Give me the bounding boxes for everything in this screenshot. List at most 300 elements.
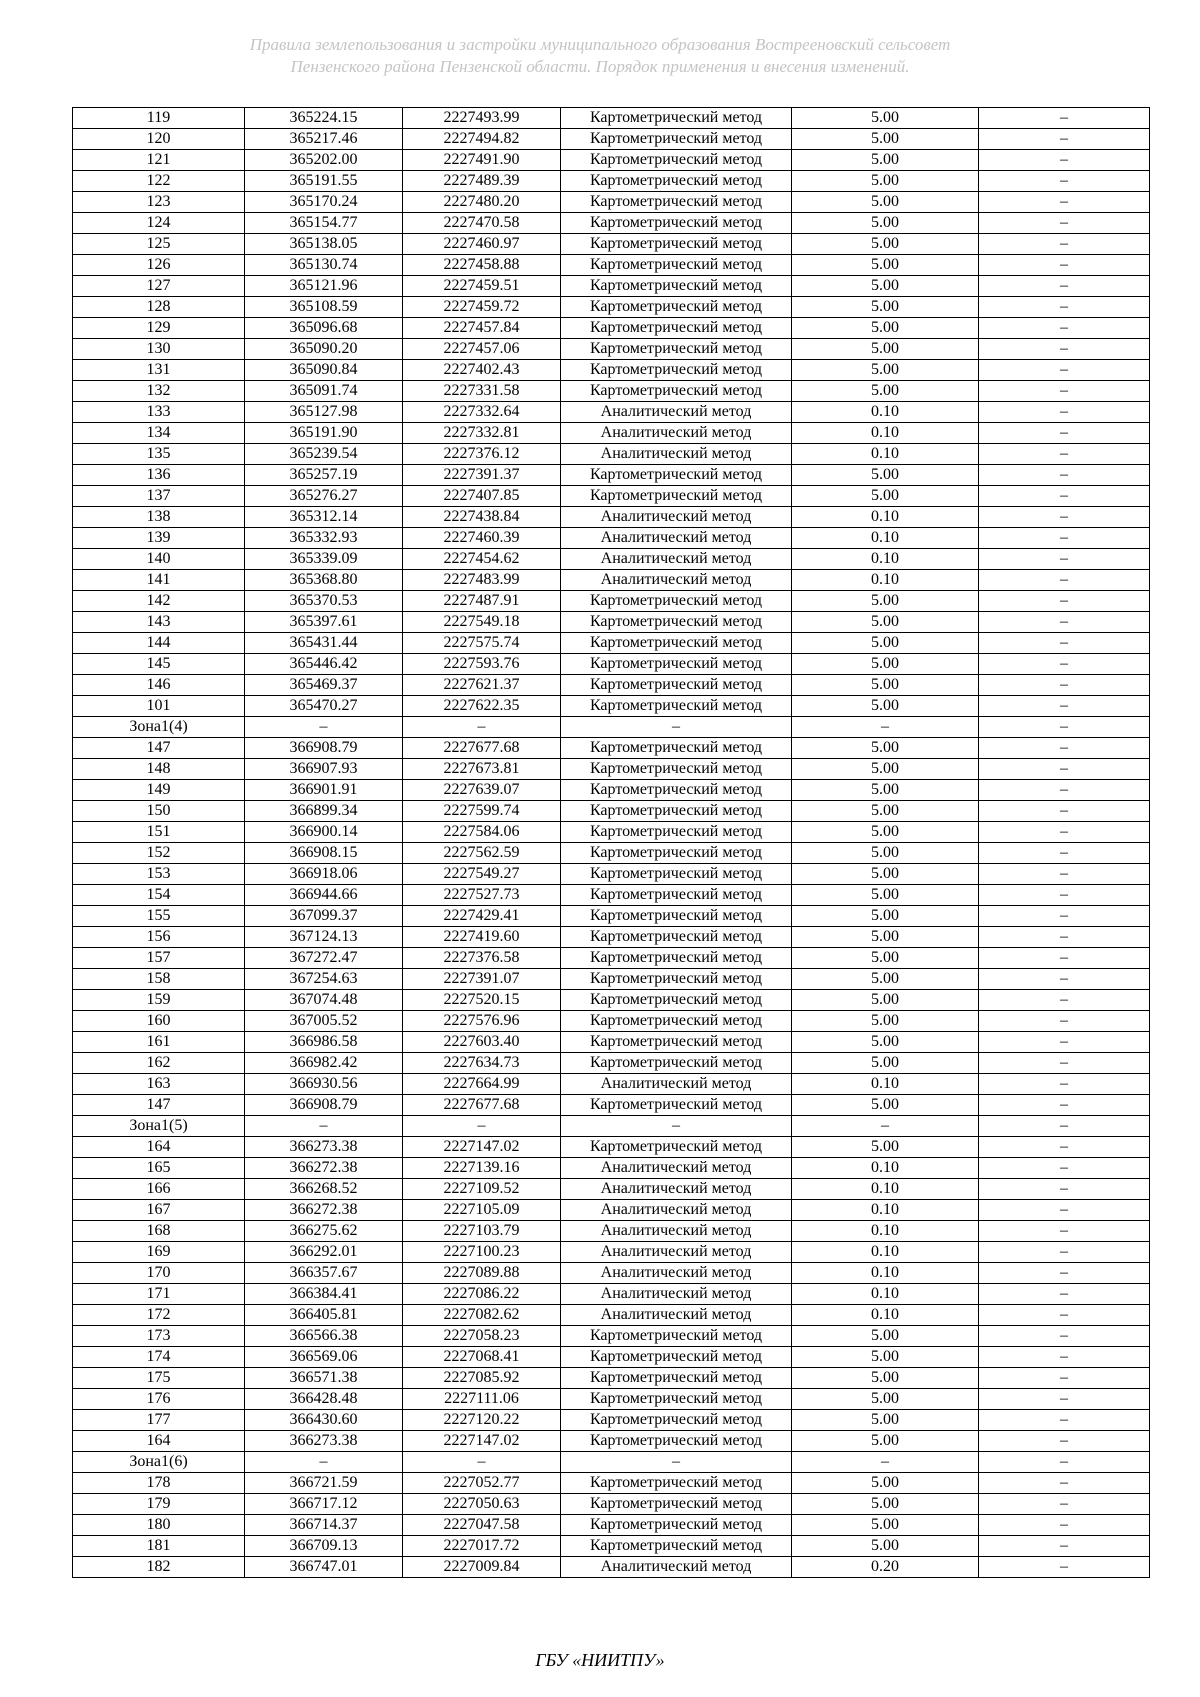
table-row <box>73 360 1150 381</box>
accuracy-cell: 5.00 <box>792 297 979 318</box>
description-cell: – <box>979 423 1150 444</box>
method-cell: Картометрический метод <box>561 1515 792 1536</box>
table-row <box>73 822 1150 843</box>
accuracy-cell: 5.00 <box>792 633 979 654</box>
point-number-cell: 147 <box>73 738 245 759</box>
method-cell: Картометрический метод <box>561 255 792 276</box>
point-number-cell: 122 <box>73 171 245 192</box>
method-cell: Картометрический метод <box>561 1410 792 1431</box>
table-row <box>73 591 1150 612</box>
y-coordinate-cell: 2227603.40 <box>403 1032 561 1053</box>
point-number-cell: 133 <box>73 402 245 423</box>
x-coordinate-cell: 366566.38 <box>245 1326 403 1347</box>
point-number-cell: 135 <box>73 444 245 465</box>
table-row <box>73 507 1150 528</box>
y-coordinate-cell: 2227147.02 <box>403 1137 561 1158</box>
x-coordinate-cell: 365239.54 <box>245 444 403 465</box>
description-cell: – <box>979 780 1150 801</box>
y-coordinate-cell: 2227058.23 <box>403 1326 561 1347</box>
description-cell: – <box>979 1137 1150 1158</box>
description-cell: – <box>979 213 1150 234</box>
y-coordinate-cell: 2227599.74 <box>403 801 561 822</box>
accuracy-cell: 5.00 <box>792 675 979 696</box>
method-cell: Картометрический метод <box>561 822 792 843</box>
y-coordinate-cell: 2227105.09 <box>403 1200 561 1221</box>
x-coordinate-cell: 365217.46 <box>245 129 403 150</box>
accuracy-cell: 0.10 <box>792 402 979 423</box>
point-number-cell: Зона1(5) <box>73 1116 245 1137</box>
y-coordinate-cell: 2227103.79 <box>403 1221 561 1242</box>
page-footer: ГБУ «НИИТПУ» <box>535 1650 665 1670</box>
point-number-cell: 168 <box>73 1221 245 1242</box>
description-cell: – <box>979 738 1150 759</box>
point-number-cell: 131 <box>73 360 245 381</box>
description-cell: – <box>979 906 1150 927</box>
point-number-cell: 120 <box>73 129 245 150</box>
table-row <box>73 402 1150 423</box>
y-coordinate-cell: 2227460.97 <box>403 234 561 255</box>
method-cell: Картометрический метод <box>561 654 792 675</box>
header-line-2: Пензенского района Пензенской области. Порядок применения и внесения изменений. <box>290 57 910 76</box>
x-coordinate-cell: 366275.62 <box>245 1221 403 1242</box>
table-row <box>73 675 1150 696</box>
x-coordinate-cell: 367272.47 <box>245 948 403 969</box>
x-coordinate-cell: 365096.68 <box>245 318 403 339</box>
table-row <box>73 1305 1150 1326</box>
x-coordinate-cell: 365127.98 <box>245 402 403 423</box>
x-coordinate-cell: 365312.14 <box>245 507 403 528</box>
x-coordinate-cell: 366292.01 <box>245 1242 403 1263</box>
method-cell: Картометрический метод <box>561 171 792 192</box>
description-cell: – <box>979 1305 1150 1326</box>
description-cell: – <box>979 108 1150 129</box>
method-cell: Картометрический метод <box>561 633 792 654</box>
description-cell: – <box>979 1284 1150 1305</box>
method-cell: Картометрический метод <box>561 1347 792 1368</box>
x-coordinate-cell: 365091.74 <box>245 381 403 402</box>
x-coordinate-cell: 365470.27 <box>245 696 403 717</box>
description-cell: – <box>979 1473 1150 1494</box>
accuracy-cell: – <box>792 1116 979 1137</box>
method-cell: Картометрический метод <box>561 591 792 612</box>
method-cell: Картометрический метод <box>561 1494 792 1515</box>
description-cell: – <box>979 822 1150 843</box>
description-cell: – <box>979 486 1150 507</box>
x-coordinate-cell: 366384.41 <box>245 1284 403 1305</box>
x-coordinate-cell: 365370.53 <box>245 591 403 612</box>
accuracy-cell: 5.00 <box>792 822 979 843</box>
y-coordinate-cell: 2227677.68 <box>403 1095 561 1116</box>
x-coordinate-cell: 366571.38 <box>245 1368 403 1389</box>
table-row <box>73 129 1150 150</box>
table-row <box>73 1179 1150 1200</box>
point-number-cell: 124 <box>73 213 245 234</box>
point-number-cell: 147 <box>73 1095 245 1116</box>
method-cell: Картометрический метод <box>561 780 792 801</box>
description-cell: – <box>979 1536 1150 1557</box>
table-row <box>73 1032 1150 1053</box>
table-row <box>73 717 1150 738</box>
point-number-cell: 145 <box>73 654 245 675</box>
accuracy-cell: 5.00 <box>792 780 979 801</box>
method-cell: Картометрический метод <box>561 696 792 717</box>
y-coordinate-cell: 2227050.63 <box>403 1494 561 1515</box>
point-number-cell: 161 <box>73 1032 245 1053</box>
accuracy-cell: 0.10 <box>792 1179 979 1200</box>
method-cell: Картометрический метод <box>561 1389 792 1410</box>
description-cell: – <box>979 885 1150 906</box>
accuracy-cell: 5.00 <box>792 1053 979 1074</box>
description-cell: – <box>979 234 1150 255</box>
method-cell: Аналитический метод <box>561 570 792 591</box>
accuracy-cell: 5.00 <box>792 381 979 402</box>
point-number-cell: 164 <box>73 1431 245 1452</box>
method-cell: Аналитический метод <box>561 1221 792 1242</box>
y-coordinate-cell: 2227068.41 <box>403 1347 561 1368</box>
method-cell: Аналитический метод <box>561 402 792 423</box>
description-cell: – <box>979 1515 1150 1536</box>
table-row <box>73 990 1150 1011</box>
method-cell: Картометрический метод <box>561 297 792 318</box>
method-cell: Картометрический метод <box>561 843 792 864</box>
table-row <box>73 213 1150 234</box>
y-coordinate-cell: 2227407.85 <box>403 486 561 507</box>
method-cell: Картометрический метод <box>561 1368 792 1389</box>
y-coordinate-cell: – <box>403 1116 561 1137</box>
x-coordinate-cell: 365191.55 <box>245 171 403 192</box>
description-cell: – <box>979 696 1150 717</box>
x-coordinate-cell: 365339.09 <box>245 549 403 570</box>
point-number-cell: 123 <box>73 192 245 213</box>
accuracy-cell: 5.00 <box>792 591 979 612</box>
point-number-cell: 173 <box>73 1326 245 1347</box>
accuracy-cell: 5.00 <box>792 1536 979 1557</box>
description-cell: – <box>979 1410 1150 1431</box>
description-cell: – <box>979 948 1150 969</box>
method-cell: – <box>561 1452 792 1473</box>
x-coordinate-cell: 366907.93 <box>245 759 403 780</box>
method-cell: Аналитический метод <box>561 1074 792 1095</box>
description-cell: – <box>979 402 1150 423</box>
accuracy-cell: 5.00 <box>792 1347 979 1368</box>
point-number-cell: 158 <box>73 969 245 990</box>
accuracy-cell: 5.00 <box>792 255 979 276</box>
description-cell: – <box>979 549 1150 570</box>
accuracy-cell: 5.00 <box>792 843 979 864</box>
method-cell: Картометрический метод <box>561 1095 792 1116</box>
method-cell: Картометрический метод <box>561 381 792 402</box>
accuracy-cell: 5.00 <box>792 948 979 969</box>
table-row <box>73 1557 1150 1578</box>
x-coordinate-cell: 365130.74 <box>245 255 403 276</box>
point-number-cell: 139 <box>73 528 245 549</box>
method-cell: Картометрический метод <box>561 129 792 150</box>
x-coordinate-cell: 365090.20 <box>245 339 403 360</box>
y-coordinate-cell: 2227639.07 <box>403 780 561 801</box>
point-number-cell: 148 <box>73 759 245 780</box>
accuracy-cell: 5.00 <box>792 864 979 885</box>
y-coordinate-cell: 2227376.58 <box>403 948 561 969</box>
y-coordinate-cell: 2227086.22 <box>403 1284 561 1305</box>
x-coordinate-cell: 365170.24 <box>245 192 403 213</box>
y-coordinate-cell: 2227483.99 <box>403 570 561 591</box>
y-coordinate-cell: 2227549.18 <box>403 612 561 633</box>
method-cell: Картометрический метод <box>561 108 792 129</box>
table-row <box>73 549 1150 570</box>
table-row <box>73 1200 1150 1221</box>
accuracy-cell: 5.00 <box>792 1494 979 1515</box>
y-coordinate-cell: 2227332.64 <box>403 402 561 423</box>
y-coordinate-cell: 2227480.20 <box>403 192 561 213</box>
accuracy-cell: 5.00 <box>792 1515 979 1536</box>
accuracy-cell: 5.00 <box>792 612 979 633</box>
x-coordinate-cell: – <box>245 1452 403 1473</box>
table-row <box>73 381 1150 402</box>
method-cell: Аналитический метод <box>561 1263 792 1284</box>
y-coordinate-cell: 2227527.73 <box>403 885 561 906</box>
x-coordinate-cell: 367254.63 <box>245 969 403 990</box>
y-coordinate-cell: 2227391.07 <box>403 969 561 990</box>
method-cell: Картометрический метод <box>561 339 792 360</box>
y-coordinate-cell: 2227584.06 <box>403 822 561 843</box>
method-cell: Картометрический метод <box>561 1326 792 1347</box>
y-coordinate-cell: 2227460.39 <box>403 528 561 549</box>
table-row <box>73 255 1150 276</box>
x-coordinate-cell: 365202.00 <box>245 150 403 171</box>
method-cell: Аналитический метод <box>561 1158 792 1179</box>
description-cell: – <box>979 360 1150 381</box>
x-coordinate-cell: 365108.59 <box>245 297 403 318</box>
accuracy-cell: 5.00 <box>792 1431 979 1452</box>
y-coordinate-cell: 2227562.59 <box>403 843 561 864</box>
table-row <box>73 1095 1150 1116</box>
table-row <box>73 339 1150 360</box>
y-coordinate-cell: 2227520.15 <box>403 990 561 1011</box>
table-row <box>73 108 1150 129</box>
x-coordinate-cell: – <box>245 1116 403 1137</box>
y-coordinate-cell: 2227147.02 <box>403 1431 561 1452</box>
description-cell: – <box>979 1221 1150 1242</box>
point-number-cell: 146 <box>73 675 245 696</box>
x-coordinate-cell: 366900.14 <box>245 822 403 843</box>
accuracy-cell: 5.00 <box>792 339 979 360</box>
description-cell: – <box>979 1326 1150 1347</box>
description-cell: – <box>979 1011 1150 1032</box>
y-coordinate-cell: 2227429.41 <box>403 906 561 927</box>
x-coordinate-cell: 366908.79 <box>245 738 403 759</box>
y-coordinate-cell: 2227111.06 <box>403 1389 561 1410</box>
description-cell: – <box>979 1263 1150 1284</box>
point-number-cell: 157 <box>73 948 245 969</box>
point-number-cell: 126 <box>73 255 245 276</box>
description-cell: – <box>979 1053 1150 1074</box>
x-coordinate-cell: 366405.81 <box>245 1305 403 1326</box>
table-row <box>73 276 1150 297</box>
table-row <box>73 1053 1150 1074</box>
table-row <box>73 423 1150 444</box>
y-coordinate-cell: 2227017.72 <box>403 1536 561 1557</box>
y-coordinate-cell: 2227487.91 <box>403 591 561 612</box>
accuracy-cell: 0.20 <box>792 1557 979 1578</box>
table-row <box>73 780 1150 801</box>
accuracy-cell: 5.00 <box>792 150 979 171</box>
point-number-cell: 138 <box>73 507 245 528</box>
method-cell: Картометрический метод <box>561 738 792 759</box>
description-cell: – <box>979 969 1150 990</box>
y-coordinate-cell: 2227120.22 <box>403 1410 561 1431</box>
point-number-cell: 181 <box>73 1536 245 1557</box>
accuracy-cell: 0.10 <box>792 570 979 591</box>
point-number-cell: 136 <box>73 465 245 486</box>
point-number-cell: Зона1(6) <box>73 1452 245 1473</box>
y-coordinate-cell: 2227489.39 <box>403 171 561 192</box>
point-number-cell: 176 <box>73 1389 245 1410</box>
x-coordinate-cell: 366569.06 <box>245 1347 403 1368</box>
accuracy-cell: 5.00 <box>792 1011 979 1032</box>
method-cell: Картометрический метод <box>561 612 792 633</box>
x-coordinate-cell: 366986.58 <box>245 1032 403 1053</box>
accuracy-cell: 5.00 <box>792 801 979 822</box>
x-coordinate-cell: 366721.59 <box>245 1473 403 1494</box>
y-coordinate-cell: 2227082.62 <box>403 1305 561 1326</box>
method-cell: Картометрический метод <box>561 969 792 990</box>
point-number-cell: 163 <box>73 1074 245 1095</box>
accuracy-cell: 5.00 <box>792 990 979 1011</box>
table-row <box>73 528 1150 549</box>
y-coordinate-cell: 2227376.12 <box>403 444 561 465</box>
table-row <box>73 1389 1150 1410</box>
y-coordinate-cell: 2227549.27 <box>403 864 561 885</box>
method-cell: Аналитический метод <box>561 1200 792 1221</box>
point-number-cell: 101 <box>73 696 245 717</box>
x-coordinate-cell: 367074.48 <box>245 990 403 1011</box>
description-cell: – <box>979 1452 1150 1473</box>
accuracy-cell: 5.00 <box>792 696 979 717</box>
x-coordinate-cell: – <box>245 717 403 738</box>
x-coordinate-cell: 366714.37 <box>245 1515 403 1536</box>
point-number-cell: 121 <box>73 150 245 171</box>
y-coordinate-cell: 2227677.68 <box>403 738 561 759</box>
point-number-cell: 164 <box>73 1137 245 1158</box>
table-row <box>73 1410 1150 1431</box>
accuracy-cell: 5.00 <box>792 1410 979 1431</box>
x-coordinate-cell: 366901.91 <box>245 780 403 801</box>
y-coordinate-cell: 2227621.37 <box>403 675 561 696</box>
description-cell: – <box>979 1200 1150 1221</box>
description-cell: – <box>979 717 1150 738</box>
table-row <box>73 654 1150 675</box>
table-row <box>73 297 1150 318</box>
description-cell: – <box>979 591 1150 612</box>
y-coordinate-cell: 2227085.92 <box>403 1368 561 1389</box>
description-cell: – <box>979 570 1150 591</box>
y-coordinate-cell: 2227402.43 <box>403 360 561 381</box>
x-coordinate-cell: 367005.52 <box>245 1011 403 1032</box>
accuracy-cell: 5.00 <box>792 1473 979 1494</box>
description-cell: – <box>979 465 1150 486</box>
method-cell: Картометрический метод <box>561 675 792 696</box>
table-row <box>73 444 1150 465</box>
x-coordinate-cell: 366982.42 <box>245 1053 403 1074</box>
table-row <box>73 801 1150 822</box>
accuracy-cell: 0.10 <box>792 1305 979 1326</box>
table-row <box>73 843 1150 864</box>
table-row <box>73 1221 1150 1242</box>
accuracy-cell: 0.10 <box>792 507 979 528</box>
y-coordinate-cell: 2227139.16 <box>403 1158 561 1179</box>
accuracy-cell: 5.00 <box>792 969 979 990</box>
method-cell: Картометрический метод <box>561 465 792 486</box>
accuracy-cell: 0.10 <box>792 1158 979 1179</box>
method-cell: Картометрический метод <box>561 801 792 822</box>
y-coordinate-cell: – <box>403 717 561 738</box>
x-coordinate-cell: 366428.48 <box>245 1389 403 1410</box>
method-cell: Картометрический метод <box>561 864 792 885</box>
description-cell: – <box>979 1032 1150 1053</box>
point-number-cell: 174 <box>73 1347 245 1368</box>
y-coordinate-cell: 2227047.58 <box>403 1515 561 1536</box>
accuracy-cell: 5.00 <box>792 234 979 255</box>
point-number-cell: 134 <box>73 423 245 444</box>
description-cell: – <box>979 444 1150 465</box>
y-coordinate-cell: 2227100.23 <box>403 1242 561 1263</box>
point-number-cell: 144 <box>73 633 245 654</box>
point-number-cell: 162 <box>73 1053 245 1074</box>
point-number-cell: 155 <box>73 906 245 927</box>
method-cell: Аналитический метод <box>561 1305 792 1326</box>
method-cell: Картометрический метод <box>561 1536 792 1557</box>
point-number-cell: 179 <box>73 1494 245 1515</box>
description-cell: – <box>979 1389 1150 1410</box>
method-cell: Картометрический метод <box>561 276 792 297</box>
y-coordinate-cell: 2227458.88 <box>403 255 561 276</box>
coordinates-table <box>72 107 1150 1578</box>
point-number-cell: 178 <box>73 1473 245 1494</box>
accuracy-cell: 0.10 <box>792 1242 979 1263</box>
y-coordinate-cell: 2227493.99 <box>403 108 561 129</box>
table-row <box>73 1242 1150 1263</box>
table-row <box>73 1452 1150 1473</box>
table-row <box>73 1473 1150 1494</box>
point-number-cell: 156 <box>73 927 245 948</box>
accuracy-cell: 5.00 <box>792 927 979 948</box>
y-coordinate-cell: – <box>403 1452 561 1473</box>
table-row <box>73 759 1150 780</box>
table-row <box>73 1347 1150 1368</box>
description-cell: – <box>979 759 1150 780</box>
method-cell: Картометрический метод <box>561 213 792 234</box>
point-number-cell: 142 <box>73 591 245 612</box>
accuracy-cell: 5.00 <box>792 1095 979 1116</box>
description-cell: – <box>979 507 1150 528</box>
y-coordinate-cell: 2227052.77 <box>403 1473 561 1494</box>
method-cell: Картометрический метод <box>561 192 792 213</box>
y-coordinate-cell: 2227438.84 <box>403 507 561 528</box>
method-cell: Картометрический метод <box>561 150 792 171</box>
point-number-cell: 152 <box>73 843 245 864</box>
description-cell: – <box>979 675 1150 696</box>
accuracy-cell: 5.00 <box>792 1389 979 1410</box>
point-number-cell: 175 <box>73 1368 245 1389</box>
y-coordinate-cell: 2227634.73 <box>403 1053 561 1074</box>
table-row <box>73 1368 1150 1389</box>
description-cell: – <box>979 1557 1150 1578</box>
table-row <box>73 738 1150 759</box>
description-cell: – <box>979 1095 1150 1116</box>
point-number-cell: 130 <box>73 339 245 360</box>
table-row <box>73 948 1150 969</box>
x-coordinate-cell: 366709.13 <box>245 1536 403 1557</box>
